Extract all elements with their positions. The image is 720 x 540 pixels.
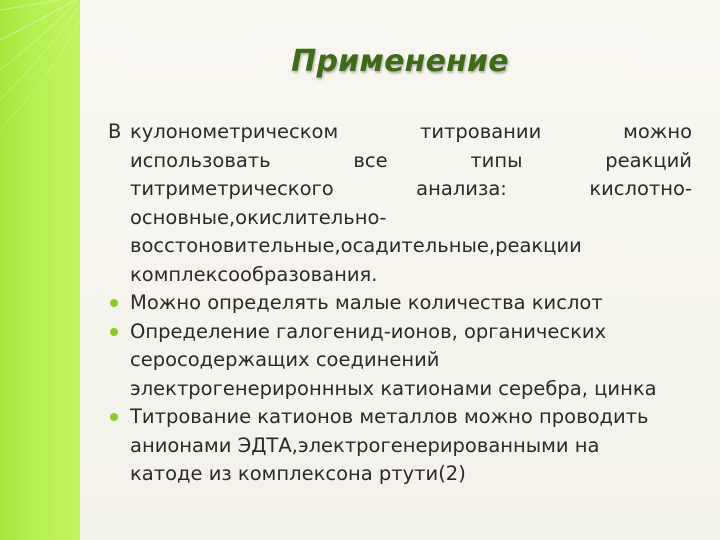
intro-word: реакций — [605, 148, 692, 172]
intro-word: кулонометрическом — [130, 120, 339, 143]
intro-word: кислотно- — [589, 177, 692, 200]
intro-line-4: основные,окислительно- — [130, 205, 387, 229]
intro-lead-word: В — [108, 120, 122, 143]
slide-body — [108, 118, 692, 489]
intro-line-3 — [130, 175, 692, 204]
intro-word: можно — [623, 120, 692, 143]
bullet-line: электрогенерироннных катионами серебра, цинка — [130, 376, 657, 400]
intro-word: все — [353, 148, 388, 172]
intro-line-5: восстоновительные,осадительные,реакции — [130, 234, 582, 257]
bullet-item — [108, 289, 692, 318]
intro-word: анализа: — [416, 177, 507, 200]
bullet-line: серосодержащих соединений — [130, 348, 440, 371]
bullet-line: катоде из комплексона ртути(2) — [130, 462, 466, 485]
bullet-dot-icon — [110, 413, 118, 421]
bullet-line: Определение галогенид-ионов, органических — [130, 319, 607, 343]
intro-line-2 — [130, 147, 692, 176]
slide-content-area — [80, 0, 720, 540]
bullet-line: анионами ЭДТА,электрогенерированными на — [130, 433, 600, 457]
intro-word: титриметрического — [130, 177, 334, 200]
intro-line-6: комплексообразования. — [130, 262, 378, 286]
bullet-list — [108, 289, 692, 489]
intro-word: титровании — [420, 120, 542, 143]
bullet-line: Можно определять малые количества кислот — [130, 291, 603, 314]
bullet-line: Титрование катионов металлов можно проводить — [130, 405, 649, 428]
intro-line-1 — [130, 118, 692, 147]
intro-paragraph — [108, 118, 692, 289]
bullet-dot-icon — [110, 328, 118, 336]
bullet-item — [108, 403, 692, 489]
intro-word: типы — [470, 148, 523, 172]
intro-word: использовать — [130, 148, 271, 172]
decorative-side-band — [0, 0, 80, 540]
bullet-dot-icon — [110, 299, 118, 307]
bullet-item — [108, 318, 692, 404]
slide-title: Применение — [291, 44, 509, 79]
decorative-curves-graphic — [0, 0, 80, 540]
